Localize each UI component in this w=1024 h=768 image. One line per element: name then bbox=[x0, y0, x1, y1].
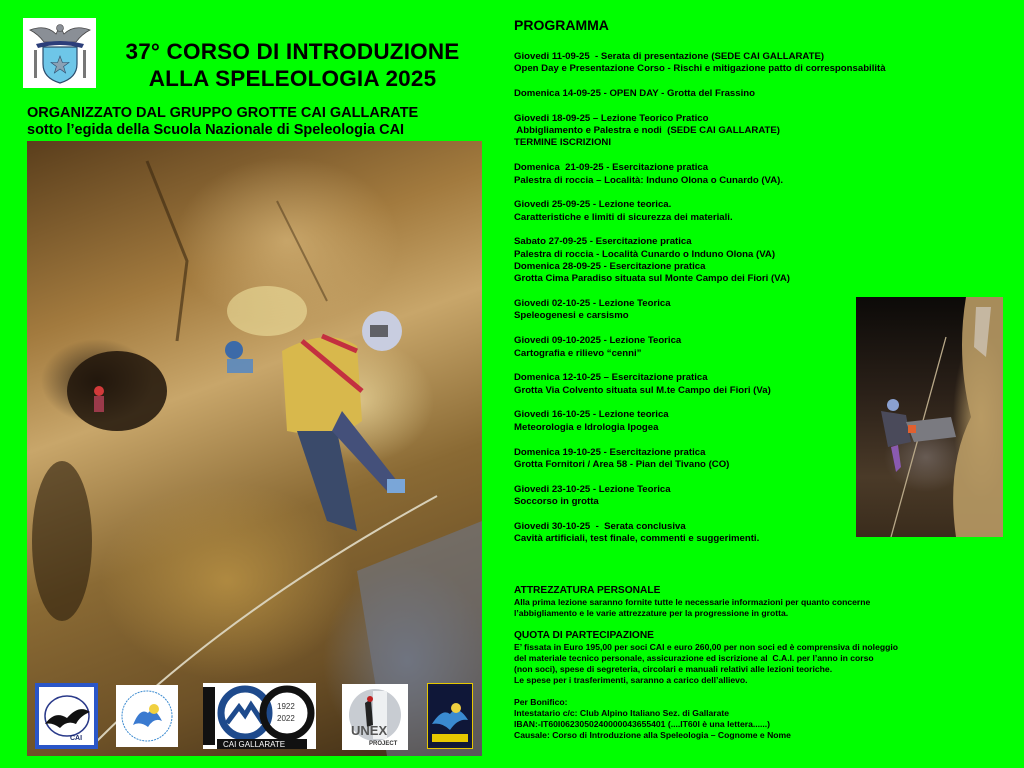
organizer-line2: sotto l’egida della Scuola Nazionale di Speleologia CAI bbox=[27, 122, 405, 138]
event-item bbox=[514, 88, 1014, 100]
event-item bbox=[514, 113, 1014, 150]
event-line: Cavità artificiali, test finale, commenti e suggerimenti. bbox=[514, 533, 760, 545]
fee-line: del materiale tecnico personale, assicurazione ed iscrizione al C.A.I. per l’anno in corso bbox=[514, 653, 874, 663]
event-item bbox=[514, 51, 1014, 76]
cave-scene-illustration bbox=[27, 141, 482, 756]
event-line: Giovedi 11-09-25 - Serata di presentazione (SEDE CAI GALLARATE) bbox=[514, 51, 825, 62]
course-title-line1: 37° CORSO DI INTRODUZIONE bbox=[125, 39, 460, 64]
event-line: Giovedi 30-10-25 - Serata conclusiva bbox=[514, 520, 686, 532]
svg-text:2022: 2022 bbox=[277, 714, 295, 723]
fee-line: (non soci), spese di segreteria, circolari e manuali relativi alle lezioni teoriche. bbox=[514, 664, 833, 674]
organizer-text bbox=[27, 105, 487, 139]
svg-text:PROJECT: PROJECT bbox=[369, 741, 398, 747]
equipment-line: Alla prima lezione saranno fornite tutte le necessarie informazioni per quanto concerne bbox=[514, 597, 871, 607]
event-line: Domenica 19-10-25 - Esercitazione pratica bbox=[514, 446, 706, 458]
fee-line: Le spese per i trasferimenti, saranno a carico dell’allievo. bbox=[514, 675, 748, 685]
unex-climber-icon bbox=[343, 685, 407, 749]
event-line: Domenica 21-09-25 - Esercitazione pratica bbox=[514, 162, 709, 174]
side-caver-photo bbox=[856, 297, 1003, 537]
event-line: Giovedi 09-10-2025 - Lezione Teorica bbox=[514, 335, 682, 347]
payment-iban: IBAN:-IT60I0623050240000043655401 (....IT60I è una lettera......) bbox=[514, 719, 771, 729]
course-title bbox=[100, 38, 485, 92]
event-line: Caratteristiche e limiti di sicurezza dei materiali. bbox=[514, 211, 733, 223]
gruppo-grotte-poster-logo bbox=[427, 683, 473, 749]
event-line: Grotta Via Colvento situata sul M.te Campo dei Fiori (Va) bbox=[514, 384, 771, 396]
event-line: Giovedi 25-09-25 - Lezione teorica. bbox=[514, 199, 672, 211]
course-title-line2: ALLA SPELEOLOGIA 2025 bbox=[148, 66, 437, 91]
event-line: Open Day e Presentazione Corso - Rischi e mitigazione patto di corresponsabilità bbox=[514, 63, 886, 75]
info-section bbox=[514, 585, 1014, 741]
bat-mascot-icon bbox=[118, 687, 176, 745]
payment-heading: Per Bonifico: bbox=[514, 697, 568, 707]
event-line: Abbigliamento e Palestra e nodi (SEDE CAI GALLARATE) bbox=[514, 125, 780, 137]
unex-project-logo bbox=[342, 684, 408, 750]
cai-gallarate-centenary-logo bbox=[203, 683, 316, 749]
event-line: Soccorso in grotta bbox=[514, 495, 599, 507]
event-line: Giovedi 16-10-25 - Lezione teorica bbox=[514, 409, 669, 421]
caver-rappelling-illustration bbox=[856, 297, 1003, 537]
svg-text:1922: 1922 bbox=[277, 702, 295, 711]
payment-holder: Intestatario c/c: Club Alpino Italiano Sez. di Gallarate bbox=[514, 708, 730, 718]
event-line: Grotta Fornitori / Area 58 - Pian del Tivano (CO) bbox=[514, 458, 730, 470]
equipment-line: l’abbigliamento e le varie attrezzature per la progressione in grotta. bbox=[514, 608, 789, 618]
event-line: Domenica 28-09-25 - Esercitazione pratica bbox=[514, 261, 706, 273]
bat-icon bbox=[40, 688, 94, 744]
equipment-heading: ATTREZZATURA PERSONALE bbox=[514, 585, 661, 596]
event-item bbox=[514, 199, 1014, 224]
organizer-line1: ORGANIZZATO DAL GRUPPO GROTTE CAI GALLARATE bbox=[27, 105, 419, 121]
payment-reason: Causale: Corso di Introduzione alla Speleologia – Cognome e Nome bbox=[514, 730, 791, 740]
event-line: Giovedi 23-10-25 - Lezione Teorica bbox=[514, 483, 671, 495]
bat-poster-icon bbox=[428, 684, 472, 748]
event-line: Domenica 14-09-25 - OPEN DAY - Grotta del Frassino bbox=[514, 88, 755, 100]
event-line: Giovedi 02-10-25 - Lezione Teorica bbox=[514, 298, 671, 310]
fee-line: E’ fissata in Euro 195,00 per soci CAI e euro 260,00 per non soci ed è comprensiva di noleggio bbox=[514, 642, 898, 652]
event-line: Domenica 12-10-25 – Esercitazione pratica bbox=[514, 372, 708, 384]
centenary-100-icon bbox=[203, 683, 316, 749]
snd-cai-logo bbox=[35, 683, 98, 749]
event-line: Cartografia e rilievo “cenni” bbox=[514, 347, 642, 359]
svg-text:CAI GALLARATE: CAI GALLARATE bbox=[223, 740, 286, 749]
programme-heading: PROGRAMMA bbox=[514, 17, 609, 33]
event-item bbox=[514, 162, 1014, 187]
gruppo-grotte-logo bbox=[116, 685, 178, 747]
event-line: Speleogenesi e carsismo bbox=[514, 310, 629, 322]
event-item bbox=[514, 236, 1014, 285]
fee-heading: QUOTA DI PARTECIPAZIONE bbox=[514, 630, 654, 641]
event-line: Meteorologia e Idrologia Ipogea bbox=[514, 421, 659, 433]
cai-eagle-shield-icon bbox=[26, 20, 94, 86]
cai-logo bbox=[23, 18, 96, 88]
svg-text:CAI: CAI bbox=[69, 735, 82, 742]
main-cave-photo bbox=[27, 141, 482, 756]
event-line: Giovedi 18-09-25 – Lezione Teorico Pratico bbox=[514, 112, 709, 124]
event-line: Sabato 27-09-25 - Esercitazione pratica bbox=[514, 236, 692, 248]
event-line: Palestra di roccia - Località Cunardo o Induno Olona (VA) bbox=[514, 248, 776, 260]
svg-text:UNEX: UNEX bbox=[351, 723, 388, 738]
event-line: Palestra di roccia – Località: Induno Olona o Cunardo (VA). bbox=[514, 174, 784, 186]
event-line: TERMINE ISCRIZIONI bbox=[514, 137, 612, 149]
event-line: Grotta Cima Paradiso situata sul Monte Campo dei Fiori (VA) bbox=[514, 273, 790, 285]
